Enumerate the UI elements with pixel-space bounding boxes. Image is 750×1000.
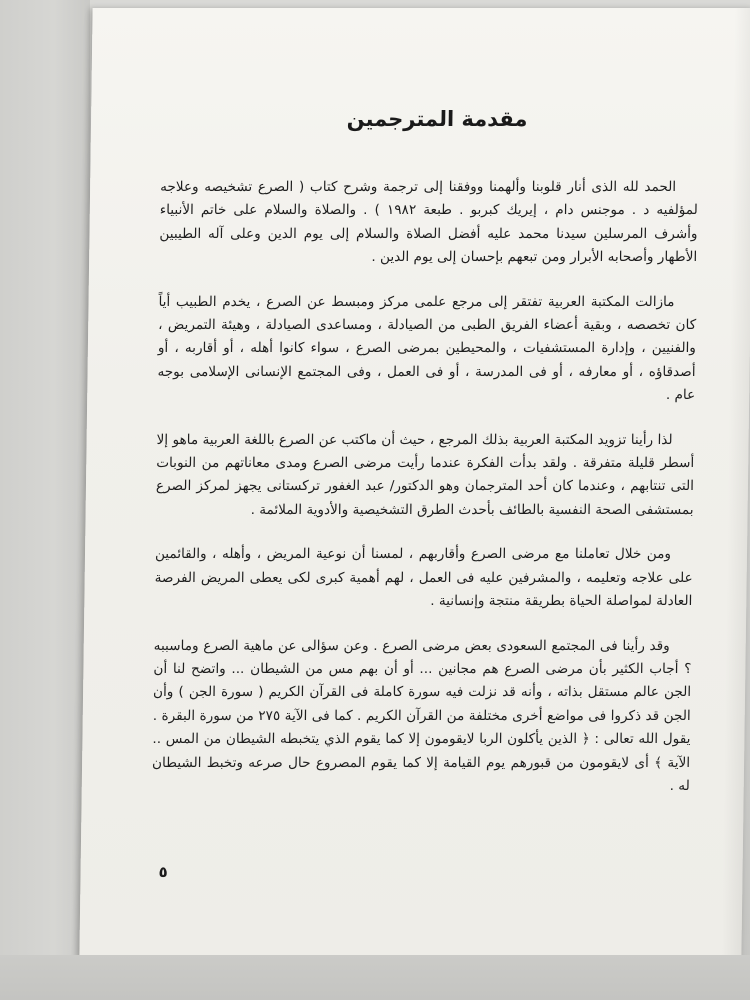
paragraph-2: مازالت المكتبة العربية تفتقر إلى مرجع علمى مركز ومبسط عن الصرع ، يخدم الطبيب أياً كان تخصصه ، وبقية أعضاء الفريق الطبى من الصيادلة ، ومساعدى الصيادلة ، وهيئة التمريض ، والفنيين ، وإدارة المستشفيات ، والمحيطين بمرضى الصرع ، سواء كانوا أهله ، أو أقاربه ، أو أصدقاؤه ، أو معارفه ، أو فى المدرسة ، أو فى العمل ، وفى المجتمع الإنسانى الإسلامى بوجه عام . bbox=[157, 293, 697, 404]
book-page bbox=[79, 8, 750, 958]
paragraph-4: ومن خلال تعاملنا مع مرضى الصرع وأقاربهم ، لمسنا أن نوعية المريض ، وأهله ، والقائمين على علاجه وتعليمه ، والمشرفين عليه فى العمل ، لهم أهمية كبرى لكى يعطى المريض الفرصة العادلة لمواصلة الحياة بطريقة منتجة وإنسانية . bbox=[154, 546, 693, 610]
paragraph-1: الحمد لله الذى أنار قلوبنا وألهمنا ووفقنا إلى ترجمة وشرح كتاب ( الصرع تشخيصه وعلاجه لمؤلفيه د . موجنس دام ، إيريك كبربو . طبعة ١٩٨٢ ) . والصلاة والسلام على خاتم الأنبياء وأشرف المرسلين سيدنا محمد عليه أفضل الصلاة والسلام إلى يوم الدين وعلى آله الطيبين الأطهار وأصحابه الأبرار ومن تبعهم بإحسان إلى يوم الدين . bbox=[159, 179, 698, 266]
page-number: ٥ bbox=[158, 863, 168, 881]
background-bottom bbox=[0, 955, 750, 1000]
paragraph-5: وقد رأينا فى المجتمع السعودى بعض مرضى الصرع . وعن سؤالى عن ماهية الصرع وماسببه ؟ أجاب الكثير بأن مرضى الصرع هم مجانين ... أو أن بهم مس من الشيطان ... واتضح لنا أن الجن عالم مستقل بذاته ، وأنه قد نزلت فيه سورة كاملة فى القرآن الكريم ( سورة الجن ) وأن الجن قد ذكروا فى مواضع أخرى مختلفة من القرآن الكريم . كما فى الآية ٢٧٥ من سورة البقرة . يقول الله تعالى : ﴿ الذين يأكلون الربا لايقومون إلا كما يقوم الذي يتخبطه الشيطان من المس .. الآية ﴾ أى لايقومون من قبورهم يوم القيامة إلا كما يقوم المصروع حال صرعه وتخبط الشيطان له . bbox=[151, 637, 692, 794]
body-text bbox=[151, 176, 698, 819]
page-title: مقدمة المترجمين bbox=[346, 107, 528, 131]
page-edge-shade bbox=[721, 8, 750, 958]
background-left bbox=[0, 0, 90, 1000]
paragraph-3: لذا رأينا تزويد المكتبة العربية بذلك المرجع ، حيث أن ماكتب عن الصرع باللغة العربية ماهو إلا أسطر قليلة متفرقة . ولقد بدأت الفكرة عندما رأيت مرضى الصرع ومدى معاناتهم من النوبات التى تنتابهم ، وعندما كان أحد المترجمان وهو الدكتور/ عبد الغفور تركستانى يجهز لمركز الصرع بمستشفى الصحة النفسية بالطائف بأحدث الطرق التشخيصية والأدوية الملائمة . bbox=[155, 431, 695, 518]
